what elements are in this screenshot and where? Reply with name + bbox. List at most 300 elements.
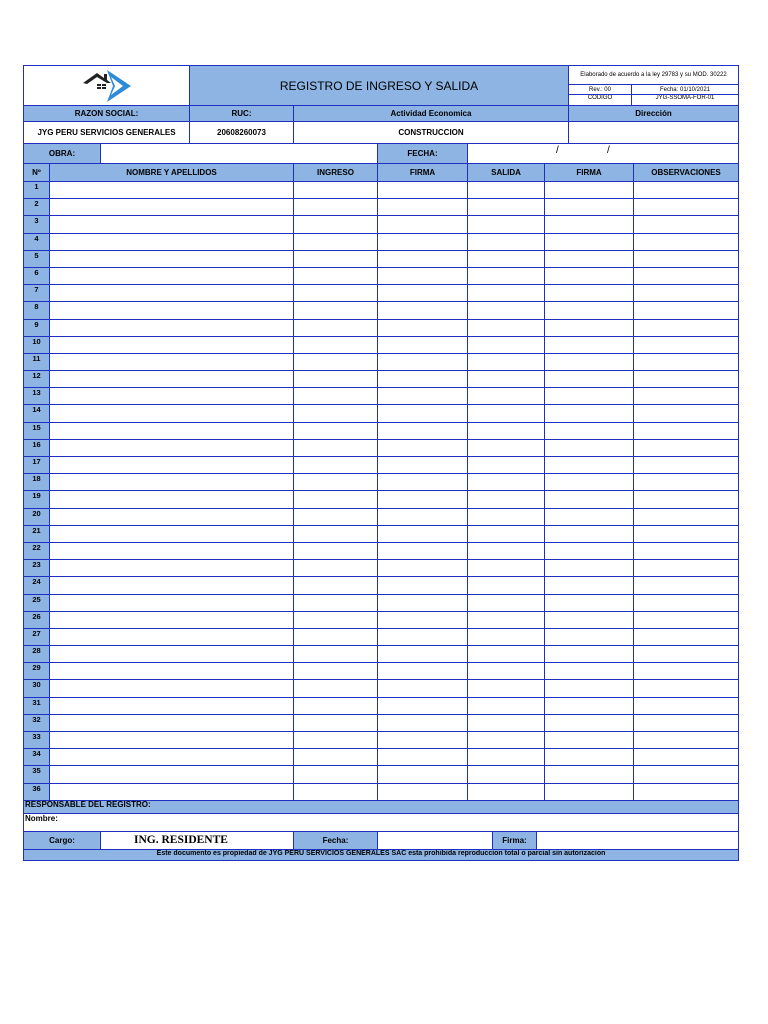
- row-number: 31: [24, 697, 50, 714]
- salida-cell[interactable]: [468, 250, 545, 267]
- firma-salida-cell[interactable]: [545, 285, 634, 302]
- observaciones-cell[interactable]: [634, 525, 739, 542]
- salida-cell[interactable]: [468, 439, 545, 456]
- name-cell[interactable]: [50, 353, 294, 370]
- header-table: [23, 65, 739, 106]
- firma-ingreso-cell[interactable]: [378, 732, 468, 749]
- firma-field[interactable]: [537, 831, 739, 849]
- ingreso-cell[interactable]: [294, 422, 378, 439]
- observaciones-cell[interactable]: [634, 542, 739, 559]
- ingreso-cell[interactable]: [294, 267, 378, 284]
- row-number: 3: [24, 216, 50, 233]
- row-number: 12: [24, 371, 50, 388]
- ingreso-cell[interactable]: [294, 439, 378, 456]
- salida-cell[interactable]: [468, 233, 545, 250]
- table-row: [24, 783, 739, 800]
- name-cell[interactable]: [50, 267, 294, 284]
- ingreso-cell[interactable]: [294, 250, 378, 267]
- salida-cell[interactable]: [468, 542, 545, 559]
- table-row: [24, 250, 739, 267]
- row-number: 27: [24, 628, 50, 645]
- firma-ingreso-cell[interactable]: [378, 577, 468, 594]
- ingreso-cell[interactable]: [294, 680, 378, 697]
- ingreso-cell[interactable]: [294, 697, 378, 714]
- table-row: [24, 457, 739, 474]
- table-row: [24, 405, 739, 422]
- firma-salida-cell[interactable]: [545, 766, 634, 783]
- observaciones-cell[interactable]: [634, 371, 739, 388]
- firma-salida-cell[interactable]: [545, 628, 634, 645]
- nombre-label[interactable]: Nombre:: [24, 813, 739, 831]
- firma-ingreso-cell[interactable]: [378, 353, 468, 370]
- firma-salida-cell[interactable]: [545, 594, 634, 611]
- ingreso-cell[interactable]: [294, 646, 378, 663]
- firma-ingreso-cell[interactable]: [378, 542, 468, 559]
- observaciones-cell[interactable]: [634, 336, 739, 353]
- row-number: 6: [24, 267, 50, 284]
- name-cell[interactable]: [50, 388, 294, 405]
- table-body: [24, 182, 739, 801]
- row-number: 34: [24, 749, 50, 766]
- firma-ingreso-cell[interactable]: [378, 697, 468, 714]
- firma-salida-cell[interactable]: [545, 267, 634, 284]
- row-number: 16: [24, 439, 50, 456]
- code-value: JYG-SSOMA-FOR-01: [632, 95, 739, 106]
- row-number: 11: [24, 353, 50, 370]
- firma-ingreso-cell[interactable]: [378, 439, 468, 456]
- firma-ingreso-cell[interactable]: [378, 199, 468, 216]
- row-number: 18: [24, 474, 50, 491]
- salida-cell[interactable]: [468, 199, 545, 216]
- row-number: 10: [24, 336, 50, 353]
- firma-ingreso-cell[interactable]: [378, 216, 468, 233]
- firma-ingreso-cell[interactable]: [378, 285, 468, 302]
- firma-ingreso-cell[interactable]: [378, 388, 468, 405]
- actividad-value: CONSTRUCCION: [294, 122, 569, 144]
- firma-ingreso-cell[interactable]: [378, 628, 468, 645]
- firma-salida-cell[interactable]: [545, 577, 634, 594]
- salida-cell[interactable]: [468, 646, 545, 663]
- row-number: 1: [24, 182, 50, 199]
- table-row: [24, 508, 739, 525]
- cargo-label: Cargo:: [24, 831, 101, 849]
- salida-cell[interactable]: [468, 577, 545, 594]
- ingreso-cell[interactable]: [294, 525, 378, 542]
- firma-salida-cell[interactable]: [545, 508, 634, 525]
- firma-salida-cell[interactable]: [545, 714, 634, 731]
- razon-social-label: RAZON SOCIAL:: [24, 106, 190, 122]
- salida-cell[interactable]: [468, 594, 545, 611]
- name-cell[interactable]: [50, 199, 294, 216]
- table-row: [24, 542, 739, 559]
- ingreso-cell[interactable]: [294, 766, 378, 783]
- observaciones-cell[interactable]: [634, 422, 739, 439]
- name-cell[interactable]: [50, 525, 294, 542]
- table-row: [24, 628, 739, 645]
- name-cell[interactable]: [50, 783, 294, 800]
- firma-ingreso-cell[interactable]: [378, 319, 468, 336]
- firma-ingreso-cell[interactable]: [378, 302, 468, 319]
- observaciones-cell[interactable]: [634, 302, 739, 319]
- row-number: 32: [24, 714, 50, 731]
- firma-ingreso-cell[interactable]: [378, 371, 468, 388]
- salida-cell[interactable]: [468, 749, 545, 766]
- row-number: 8: [24, 302, 50, 319]
- observaciones-cell[interactable]: [634, 267, 739, 284]
- salida-cell[interactable]: [468, 336, 545, 353]
- name-cell[interactable]: [50, 302, 294, 319]
- observaciones-cell[interactable]: [634, 216, 739, 233]
- salida-cell[interactable]: [468, 388, 545, 405]
- observaciones-cell[interactable]: [634, 250, 739, 267]
- ingreso-cell[interactable]: [294, 285, 378, 302]
- table-row: [24, 663, 739, 680]
- firma-salida-cell[interactable]: [545, 302, 634, 319]
- firma-salida-cell[interactable]: [545, 525, 634, 542]
- salida-cell[interactable]: [468, 560, 545, 577]
- firma-salida-cell[interactable]: [545, 353, 634, 370]
- ingreso-cell[interactable]: [294, 508, 378, 525]
- name-cell[interactable]: [50, 732, 294, 749]
- name-cell[interactable]: [50, 336, 294, 353]
- salida-cell[interactable]: [468, 405, 545, 422]
- firma-salida-cell[interactable]: [545, 611, 634, 628]
- name-cell[interactable]: [50, 233, 294, 250]
- row-number: 35: [24, 766, 50, 783]
- row-number: 2: [24, 199, 50, 216]
- ingreso-cell[interactable]: [294, 353, 378, 370]
- salida-cell[interactable]: [468, 714, 545, 731]
- salida-cell[interactable]: [468, 353, 545, 370]
- table-row: [24, 611, 739, 628]
- table-row: [24, 680, 739, 697]
- firma-salida-cell[interactable]: [545, 732, 634, 749]
- firma-salida-cell[interactable]: [545, 199, 634, 216]
- column-header: FIRMA: [545, 164, 634, 182]
- direccion-label: Dirección: [569, 106, 739, 122]
- observaciones-cell[interactable]: [634, 405, 739, 422]
- name-cell[interactable]: [50, 439, 294, 456]
- observaciones-cell[interactable]: [634, 560, 739, 577]
- firma-salida-cell[interactable]: [545, 542, 634, 559]
- row-number: 23: [24, 560, 50, 577]
- firma-salida-cell[interactable]: [545, 474, 634, 491]
- observaciones-cell[interactable]: [634, 732, 739, 749]
- salida-cell[interactable]: [468, 422, 545, 439]
- observaciones-cell[interactable]: [634, 766, 739, 783]
- ingreso-cell[interactable]: [294, 732, 378, 749]
- observaciones-cell[interactable]: [634, 594, 739, 611]
- ingreso-cell[interactable]: [294, 663, 378, 680]
- name-cell[interactable]: [50, 491, 294, 508]
- disclaimer: Este documento es propiedad de JYG PERU SERVICIOS GENERALES SAC esta prohibida reproduccion total o parcial sin autorizacion: [24, 849, 739, 860]
- name-cell[interactable]: [50, 749, 294, 766]
- name-cell[interactable]: [50, 457, 294, 474]
- name-cell[interactable]: [50, 182, 294, 199]
- fecha-field[interactable]: [468, 144, 739, 164]
- name-cell[interactable]: [50, 508, 294, 525]
- firma-ingreso-cell[interactable]: [378, 594, 468, 611]
- ingreso-cell[interactable]: [294, 457, 378, 474]
- name-cell[interactable]: [50, 594, 294, 611]
- table-row: [24, 285, 739, 302]
- name-cell[interactable]: [50, 611, 294, 628]
- salida-cell[interactable]: [468, 766, 545, 783]
- row-number: 24: [24, 577, 50, 594]
- name-cell[interactable]: [50, 714, 294, 731]
- ingreso-cell[interactable]: [294, 594, 378, 611]
- firma-salida-cell[interactable]: [545, 697, 634, 714]
- observaciones-cell[interactable]: [634, 319, 739, 336]
- salida-cell[interactable]: [468, 508, 545, 525]
- row-number: 17: [24, 457, 50, 474]
- ingreso-cell[interactable]: [294, 182, 378, 199]
- salida-cell[interactable]: [468, 525, 545, 542]
- firma-salida-cell[interactable]: [545, 680, 634, 697]
- date-slash: /: [556, 145, 559, 156]
- row-number: 21: [24, 525, 50, 542]
- name-cell[interactable]: [50, 560, 294, 577]
- name-cell[interactable]: [50, 422, 294, 439]
- column-header: NOMBRE Y APELLIDOS: [50, 164, 294, 182]
- firma-salida-cell[interactable]: [545, 783, 634, 800]
- ingreso-cell[interactable]: [294, 577, 378, 594]
- table-row: [24, 560, 739, 577]
- actividad-label: Actividad Economica: [294, 106, 569, 122]
- row-number: 13: [24, 388, 50, 405]
- table-row: [24, 302, 739, 319]
- row-number: 29: [24, 663, 50, 680]
- firma-salida-cell[interactable]: [545, 336, 634, 353]
- firma-ingreso-cell[interactable]: [378, 646, 468, 663]
- table-row: [24, 474, 739, 491]
- name-cell[interactable]: [50, 371, 294, 388]
- name-cell[interactable]: [50, 646, 294, 663]
- ingreso-cell[interactable]: [294, 371, 378, 388]
- ingreso-cell[interactable]: [294, 611, 378, 628]
- observaciones-cell[interactable]: [634, 439, 739, 456]
- table-row: [24, 525, 739, 542]
- observaciones-cell[interactable]: [634, 474, 739, 491]
- observaciones-cell[interactable]: [634, 611, 739, 628]
- firma-ingreso-cell[interactable]: [378, 611, 468, 628]
- firma-salida-cell[interactable]: [545, 749, 634, 766]
- observaciones-cell[interactable]: [634, 714, 739, 731]
- ingreso-cell[interactable]: [294, 216, 378, 233]
- firma-salida-cell[interactable]: [545, 439, 634, 456]
- firma-salida-cell[interactable]: [545, 457, 634, 474]
- firma-ingreso-cell[interactable]: [378, 405, 468, 422]
- ingreso-cell[interactable]: [294, 749, 378, 766]
- name-cell[interactable]: [50, 216, 294, 233]
- name-cell[interactable]: [50, 680, 294, 697]
- salida-cell[interactable]: [468, 182, 545, 199]
- row-number: 9: [24, 319, 50, 336]
- firma-salida-cell[interactable]: [545, 182, 634, 199]
- salida-cell[interactable]: [468, 457, 545, 474]
- observaciones-cell[interactable]: [634, 182, 739, 199]
- table-row: [24, 697, 739, 714]
- obra-field[interactable]: [101, 144, 378, 164]
- firma-ingreso-cell[interactable]: [378, 233, 468, 250]
- firma-ingreso-cell[interactable]: [378, 422, 468, 439]
- ingreso-cell[interactable]: [294, 628, 378, 645]
- firma-salida-cell[interactable]: [545, 319, 634, 336]
- firma-salida-cell[interactable]: [545, 405, 634, 422]
- salida-cell[interactable]: [468, 216, 545, 233]
- footer-fecha-field[interactable]: [378, 831, 493, 849]
- observaciones-cell[interactable]: [634, 199, 739, 216]
- firma-salida-cell[interactable]: [545, 560, 634, 577]
- firma-salida-cell[interactable]: [545, 646, 634, 663]
- name-cell[interactable]: [50, 474, 294, 491]
- table-row: [24, 319, 739, 336]
- direccion-value[interactable]: [569, 122, 739, 144]
- firma-ingreso-cell[interactable]: [378, 508, 468, 525]
- revision-date: Fecha: 01/10/2021: [632, 85, 739, 95]
- ingreso-cell[interactable]: [294, 491, 378, 508]
- observaciones-cell[interactable]: [634, 353, 739, 370]
- salida-cell[interactable]: [468, 371, 545, 388]
- observaciones-cell[interactable]: [634, 628, 739, 645]
- row-number: 36: [24, 783, 50, 800]
- salida-cell[interactable]: [468, 663, 545, 680]
- ingreso-cell[interactable]: [294, 783, 378, 800]
- footer-table: [23, 800, 739, 861]
- firma-salida-cell[interactable]: [545, 250, 634, 267]
- observaciones-cell[interactable]: [634, 680, 739, 697]
- ingreso-cell[interactable]: [294, 405, 378, 422]
- firma-ingreso-cell[interactable]: [378, 714, 468, 731]
- ingreso-cell[interactable]: [294, 336, 378, 353]
- obra-table: [23, 143, 739, 164]
- table-row: [24, 439, 739, 456]
- ingreso-cell[interactable]: [294, 199, 378, 216]
- table-row: [24, 491, 739, 508]
- name-cell[interactable]: [50, 542, 294, 559]
- row-number: 15: [24, 422, 50, 439]
- ingreso-cell[interactable]: [294, 560, 378, 577]
- firma-ingreso-cell[interactable]: [378, 182, 468, 199]
- salida-cell[interactable]: [468, 491, 545, 508]
- name-cell[interactable]: [50, 285, 294, 302]
- row-number: 33: [24, 732, 50, 749]
- salida-cell[interactable]: [468, 285, 545, 302]
- firma-salida-cell[interactable]: [545, 233, 634, 250]
- firma-salida-cell[interactable]: [545, 491, 634, 508]
- firma-ingreso-cell[interactable]: [378, 663, 468, 680]
- observaciones-cell[interactable]: [634, 233, 739, 250]
- name-cell[interactable]: [50, 697, 294, 714]
- row-number: 4: [24, 233, 50, 250]
- row-number: 5: [24, 250, 50, 267]
- row-number: 26: [24, 611, 50, 628]
- observaciones-cell[interactable]: [634, 577, 739, 594]
- name-cell[interactable]: [50, 663, 294, 680]
- law-note: Elaborado de acuerdo a la ley 29783 y su MOD. 30222: [569, 66, 739, 85]
- company-table: [23, 105, 739, 144]
- firma-salida-cell[interactable]: [545, 388, 634, 405]
- firma-ingreso-cell[interactable]: [378, 250, 468, 267]
- salida-cell[interactable]: [468, 611, 545, 628]
- observaciones-cell[interactable]: [634, 663, 739, 680]
- salida-cell[interactable]: [468, 732, 545, 749]
- firma-ingreso-cell[interactable]: [378, 336, 468, 353]
- ingreso-cell[interactable]: [294, 714, 378, 731]
- firma-ingreso-cell[interactable]: [378, 457, 468, 474]
- salida-cell[interactable]: [468, 267, 545, 284]
- ingreso-cell[interactable]: [294, 302, 378, 319]
- observaciones-cell[interactable]: [634, 457, 739, 474]
- table-row: [24, 336, 739, 353]
- ingreso-cell[interactable]: [294, 388, 378, 405]
- table-row: [24, 577, 739, 594]
- ingreso-cell[interactable]: [294, 233, 378, 250]
- salida-cell[interactable]: [468, 474, 545, 491]
- firma-ingreso-cell[interactable]: [378, 525, 468, 542]
- date-slash: /: [607, 145, 610, 156]
- salida-cell[interactable]: [468, 680, 545, 697]
- name-cell[interactable]: [50, 250, 294, 267]
- firma-ingreso-cell[interactable]: [378, 766, 468, 783]
- name-cell[interactable]: [50, 628, 294, 645]
- firma-ingreso-cell[interactable]: [378, 267, 468, 284]
- salida-cell[interactable]: [468, 319, 545, 336]
- firma-ingreso-cell[interactable]: [378, 680, 468, 697]
- salida-cell[interactable]: [468, 783, 545, 800]
- name-cell[interactable]: [50, 319, 294, 336]
- firma-label: Firma:: [493, 831, 537, 849]
- revision: Rev.: 00: [569, 85, 632, 95]
- observaciones-cell[interactable]: [634, 783, 739, 800]
- name-cell[interactable]: [50, 405, 294, 422]
- ingreso-cell[interactable]: [294, 319, 378, 336]
- ruc-label: RUC:: [190, 106, 294, 122]
- table-row: [24, 646, 739, 663]
- firma-ingreso-cell[interactable]: [378, 474, 468, 491]
- ingreso-cell[interactable]: [294, 474, 378, 491]
- table-row: [24, 182, 739, 199]
- table-row: [24, 422, 739, 439]
- ruc-value: 20608260073: [190, 122, 294, 144]
- firma-salida-cell[interactable]: [545, 663, 634, 680]
- salida-cell[interactable]: [468, 628, 545, 645]
- table-row: [24, 353, 739, 370]
- table-row: [24, 749, 739, 766]
- ingreso-cell[interactable]: [294, 542, 378, 559]
- firma-salida-cell[interactable]: [545, 371, 634, 388]
- firma-salida-cell[interactable]: [545, 422, 634, 439]
- firma-ingreso-cell[interactable]: [378, 749, 468, 766]
- salida-cell[interactable]: [468, 697, 545, 714]
- firma-salida-cell[interactable]: [545, 216, 634, 233]
- observaciones-cell[interactable]: [634, 285, 739, 302]
- observaciones-cell[interactable]: [634, 749, 739, 766]
- observaciones-cell[interactable]: [634, 697, 739, 714]
- table-row: [24, 732, 739, 749]
- firma-ingreso-cell[interactable]: [378, 783, 468, 800]
- firma-ingreso-cell[interactable]: [378, 491, 468, 508]
- observaciones-cell[interactable]: [634, 508, 739, 525]
- observaciones-cell[interactable]: [634, 491, 739, 508]
- name-cell[interactable]: [50, 577, 294, 594]
- observaciones-cell[interactable]: [634, 646, 739, 663]
- salida-cell[interactable]: [468, 302, 545, 319]
- name-cell[interactable]: [50, 766, 294, 783]
- firma-ingreso-cell[interactable]: [378, 560, 468, 577]
- form-sheet: [23, 65, 738, 861]
- observaciones-cell[interactable]: [634, 388, 739, 405]
